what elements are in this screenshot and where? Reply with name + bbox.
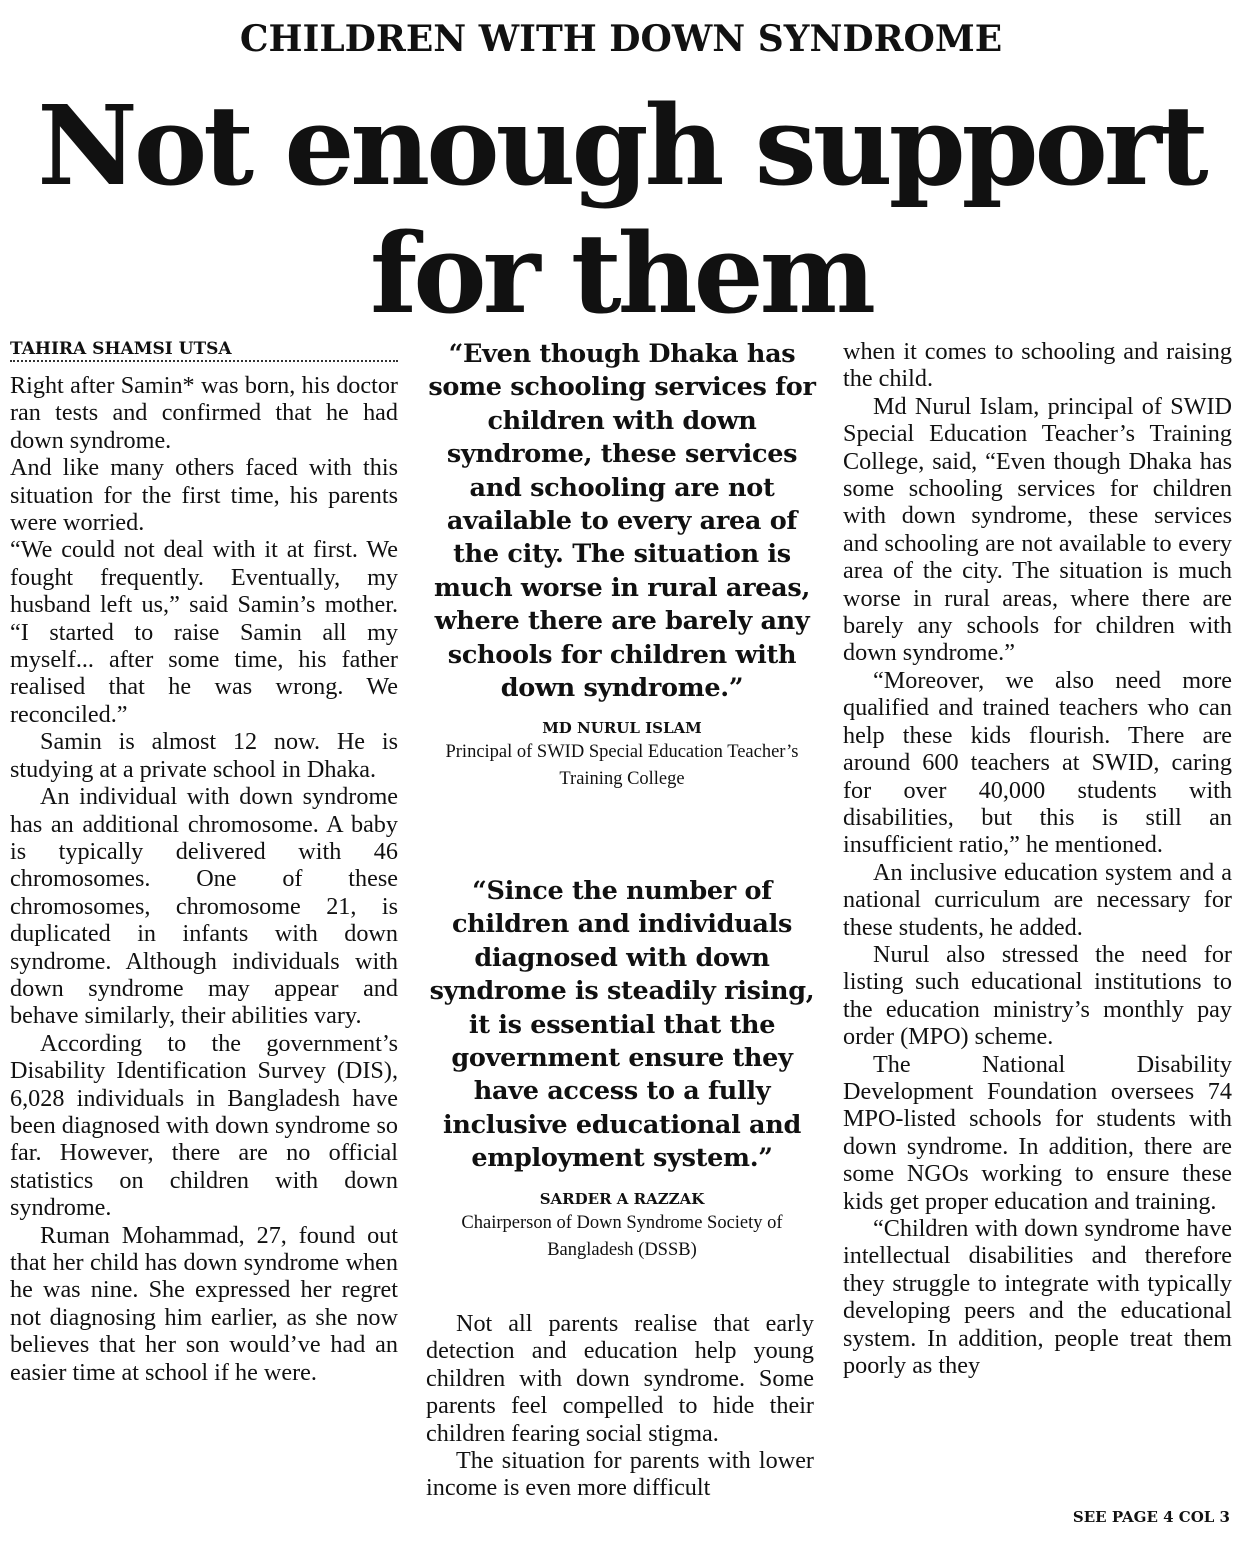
paragraph: And like many others faced with this situation for the first time, his parents were worried. xyxy=(10,454,398,537)
article-column-3 xyxy=(843,338,1232,1379)
paragraph: Not all parents realise that early detection and education help young children with down syndrome. Some parents feel compelled to hide their children fearing social stigma. xyxy=(426,1310,814,1447)
headline-line-1: Not enough support xyxy=(37,81,1205,210)
pull-quote-text: “Since the number of children and individuals diagnosed with down syndrome is steadily rising, it is essential that the government ensure they have access to a fully inclusive educational and employment system.” xyxy=(429,876,815,1174)
paragraph: Md Nurul Islam, principal of SWID Special Education Teacher’s Training College, said, “Even though Dhaka has some schooling services for children with down syndrome, these services and schooling are not available to every area of the city. The situation is much worse in rural areas, where there are barely any schools for children with down syndrome.” xyxy=(843,392,1232,667)
paragraph: “Children with down syndrome have intellectual disabilities and therefore they struggle to integrate with typically developing peers and the educational system. In addition, people treat them poorly as they xyxy=(843,1215,1232,1380)
article-column-1 xyxy=(10,338,398,1386)
pull-quote-attribution-name: MD NURUL ISLAM xyxy=(542,719,702,738)
pull-quote-text: “Even though Dhaka has some schooling services for children with down syndrome, these services and schooling are not available to every area of the city. The situation is much worse in rural areas, where there are barely any schools for children with down syndrome.” xyxy=(428,339,816,704)
paragraph: Right after Samin* was born, his doctor ran tests and confirmed that he had down syndrome. xyxy=(10,372,398,454)
headline-line-2: for them xyxy=(369,209,873,338)
paragraph: An inclusive education system and a national curriculum are necessary for these students, he added. xyxy=(843,858,1232,941)
pull-quote-1 xyxy=(426,338,818,793)
paragraph: The situation for parents with lower income is even more difficult xyxy=(426,1447,814,1502)
pull-quote-2 xyxy=(426,875,818,1264)
paragraph: “We could not deal with it at first. We fought frequently. Eventually, my husband left us,” said Samin’s mother. “I started to raise Samin all my myself... after some time, his father realised that he was wrong. We reconciled.” xyxy=(10,536,398,728)
pull-quote-attribution-role: Chairperson of Down Syndrome Society of Bangladesh (DSSB) xyxy=(461,1212,783,1260)
continuation-jump-line: SEE PAGE 4 COL 3 xyxy=(1072,1508,1230,1526)
paragraph: According to the government’s Disability Identification Survey (DIS), 6,028 individuals in Bangladesh have been diagnosed with down syndrome so far. However, there are no official statistics on children with down syndrome. xyxy=(10,1029,398,1222)
kicker: CHILDREN WITH DOWN SYNDROME xyxy=(239,18,1003,60)
paragraph: Nurul also stressed the need for listing such educational institutions to the education ministry’s monthly pay order (MPO) scheme. xyxy=(843,940,1232,1051)
headline xyxy=(0,82,1242,338)
pull-quote-attribution-role: Principal of SWID Special Education Teacher’s Training College xyxy=(445,742,799,790)
paragraph: An individual with down syndrome has an additional chromosome. A baby is typically delivered with 46 chromosomes. One of these chromosomes, chromosome 21, is duplicated in infants with down syndrome. Although individuals with down syndrome may appear and behave similarly, their abilities vary. xyxy=(10,783,398,1030)
byline: TAHIRA SHAMSI UTSA xyxy=(10,339,232,359)
paragraph: Ruman Mohammad, 27, found out that her child has down syndrome when he was nine. She expressed her regret not diagnosing him earlier, as she now believes that her son would’ve had an easier time at school if he were. xyxy=(10,1221,398,1386)
paragraph: when it comes to schooling and raising the child. xyxy=(843,338,1232,393)
byline-divider xyxy=(10,360,398,362)
paragraph: Samin is almost 12 now. He is studying at a private school in Dhaka. xyxy=(10,728,398,783)
paragraph: “Moreover, we also need more qualified and trained teachers who can help these kids flourish. There are around 600 teachers at SWID, caring for over 40,000 students with disabilities, but this is still an insufficient ratio,” he mentioned. xyxy=(843,666,1232,859)
pull-quote-attribution-name: SARDER A RAZZAK xyxy=(539,1189,705,1208)
paragraph: The National Disability Development Foundation oversees 74 MPO-listed schools for students with down syndrome. In addition, there are some NGOs working to ensure these kids get proper education and training. xyxy=(843,1050,1232,1215)
article-column-2 xyxy=(426,1310,814,1502)
